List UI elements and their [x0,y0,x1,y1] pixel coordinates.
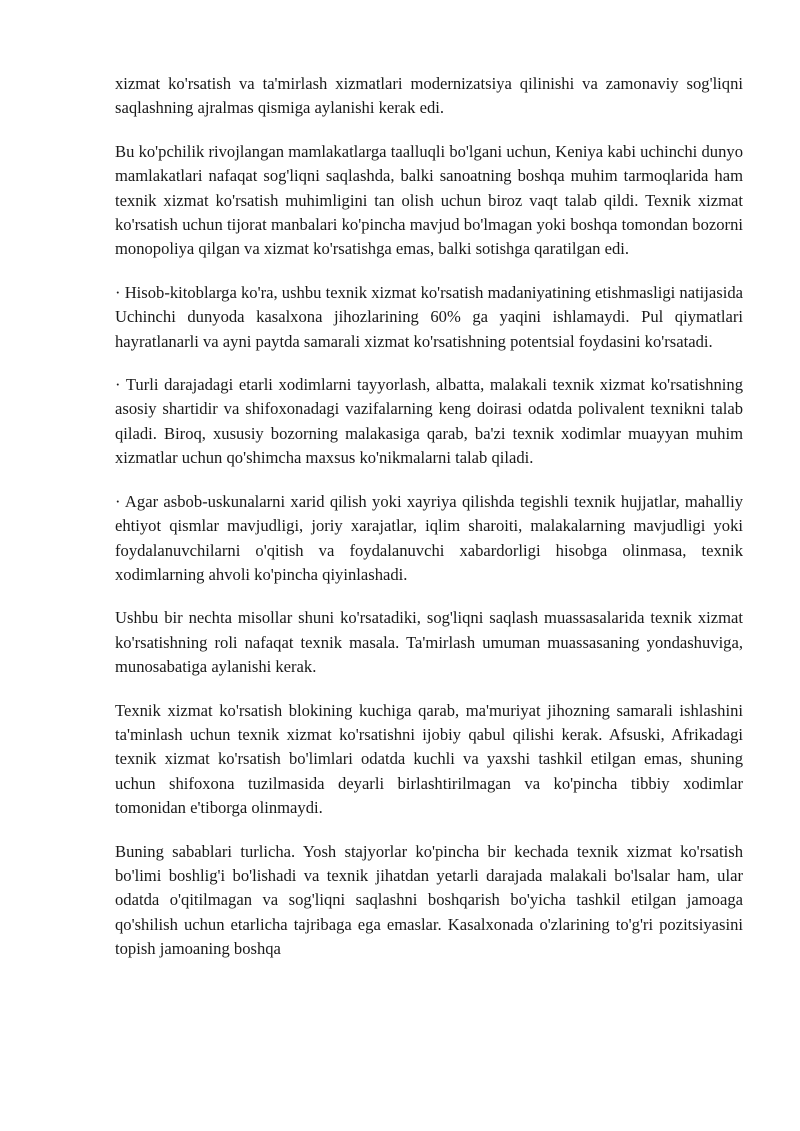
document-page [115,72,743,962]
paragraph-6: Ushbu bir nechta misollar shuni ko'rsatadiki, sog'liqni saqlash muassasalarida texnik xizmat ko'rsatishning roli nafaqat texnik masala. Ta'mirlash umuman muassasaning yondashuviga, munosabatiga aylanishi kerak. [115,608,743,677]
paragraph-5: · Agar asbob-uskunalarni xarid qilish yoki xayriya qilishda tegishli texnik hujjatlar, mahalliy ehtiyot qismlar mavjudligi, joriy xarajatlar, iqlim sharoiti, malakalarning mavjudligi yoki foydalanuvchilarni o'qitish va foydalanuvchi xabardorligi hisobga olinmasa, texnik xodimlarning ahvoli ko'pincha qiyinlashadi. [115,491,743,584]
paragraph-1: xizmat ko'rsatish va ta'mirlash xizmatlari modernizatsiya qilinishi va zamonaviy sog'liqni saqlashning ajralmas qismiga aylanishi kerak edi. [115,74,743,118]
paragraph-8: Buning sabablari turlicha. Yosh stajyorlar ko'pincha bir kechada texnik xizmat ko'rsatish bo'limi boshlig'i bo'lishadi va texnik jihatdan yetarli darajada malakali bo'lsalar ham, ular odatda o'qitilmagan va sog'liqni saqlashni boshqarish bo'yicha tashkil etilgan jamoaga qo'shilish uchun etarlicha tajribaga ega emaslar. Kasalxonada o'zlarining to'g'ri pozitsiyasini topish jamoaning boshqa [115,841,743,959]
paragraph-2: Bu ko'pchilik rivojlangan mamlakatlarga taalluqli bo'lgani uchun, Keniya kabi uchinchi dunyo mamlakatlari nafaqat sog'liqni saqlashda, balki sanoatning boshqa muhim tarmoqlarida ham texnik xizmat ko'rsatish muhimligini tan olish uchun biroz vaqt talab qildi. Texnik xizmat ko'rsatish uchun tijorat manbalari ko'pincha mavjud bo'lmagan yoki boshqa tomondan bozorni monopoliya qilgan va xizmat ko'rsatishga emas, balki sotishga qaratilgan edi. [115,141,743,259]
paragraph-4: · Turli darajadagi etarli xodimlarni tayyorlash, albatta, malakali texnik xizmat ko'rsatishning asosiy shartidir va shifoxonadagi vazifalarning keng doirasi odatda polivalent texnikni talab qiladi. Biroq, xususiy bozorning malakasiga qarab, ba'zi texnik xodimlar muayyan muhim xizmatlar uchun qo'shimcha maxsus ko'nikmalarni talab qiladi. [115,375,743,468]
paragraph-7: Texnik xizmat ko'rsatish blokining kuchiga qarab, ma'muriyat jihozning samarali ishlashini ta'minlash uchun texnik xizmat ko'rsatishni ijobiy qabul qilishi kerak. Afsuski, Afrikadagi texnik xizmat ko'rsatish bo'limlari odatda kuchli va yaxshi tashkil etilgan emas, shuning uchun shifoxona tuzilmasida deyarli birlashtirilmagan va ko'pincha tibbiy xodimlar tomonidan e'tiborga olinmaydi. [115,700,743,818]
paragraph-3: · Hisob-kitoblarga ko'ra, ushbu texnik xizmat ko'rsatish madaniyatining etishmasligi natijasida Uchinchi dunyoda kasalxona jihozlarining 60% ga yaqini ishlamaydi. Pul qiymatlari hayratlanarli va ayni paytda samarali xizmat ko'rsatishning potentsial foydasini ko'rsatadi. [115,282,743,351]
